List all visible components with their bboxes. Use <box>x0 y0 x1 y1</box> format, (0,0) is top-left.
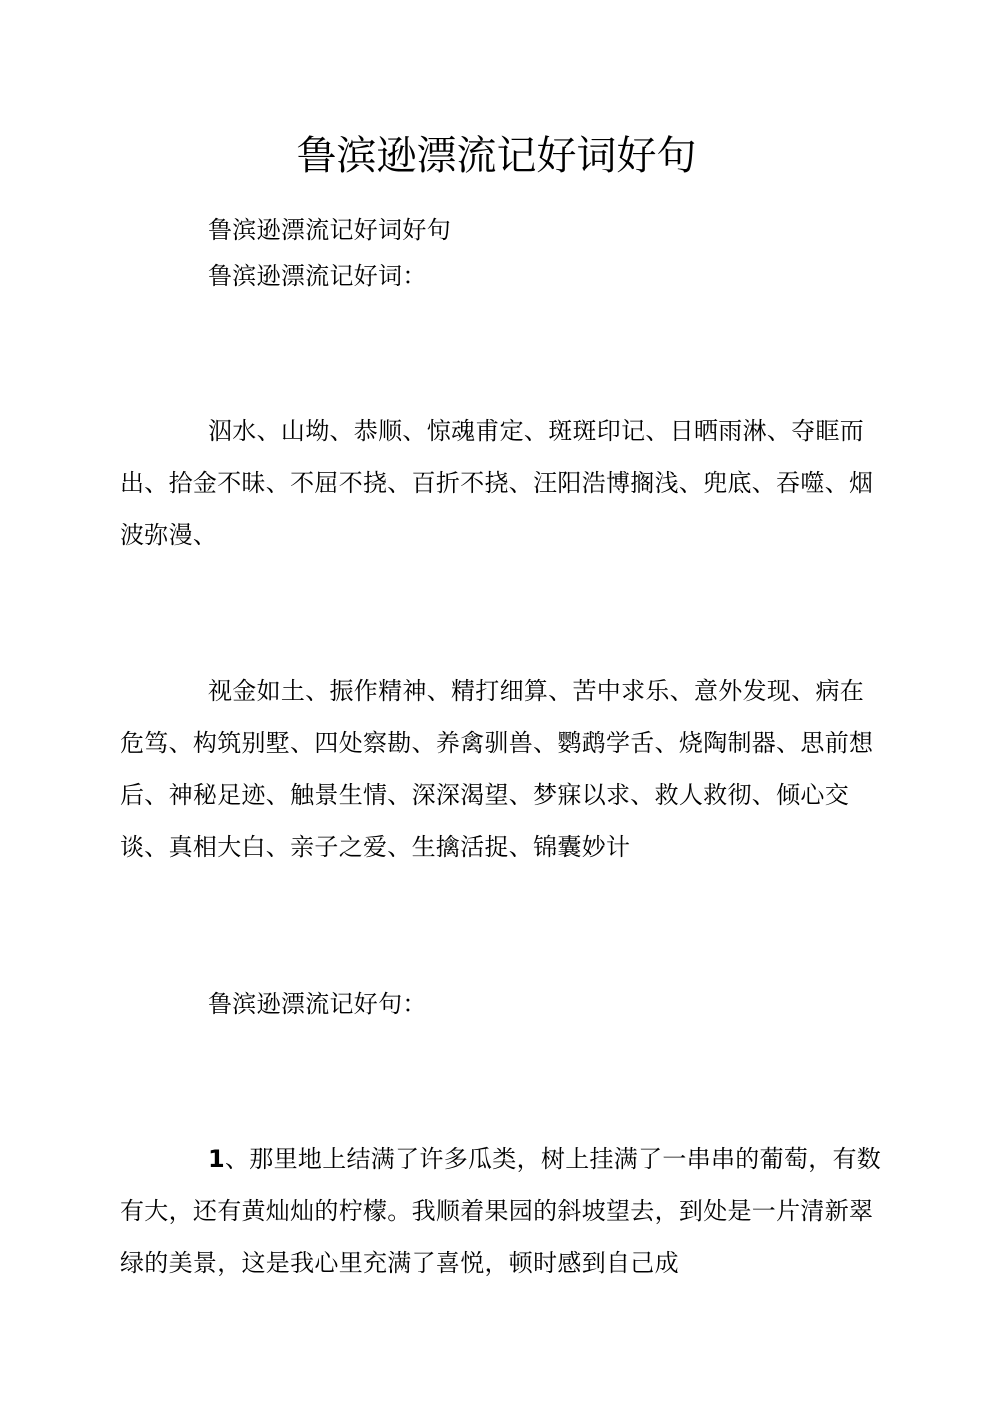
words-heading: 鲁滨逊漂流记好词： <box>208 262 427 290</box>
words-paragraph-1: 泅水、山坳、恭顺、惊魂甫定、斑斑印记、日晒雨淋、夺眶而出、拾金不昧、不屈不挠、百折不挠、汪阳浩博搁浅、兜底、吞噬、烟波弥漫、 <box>120 417 874 549</box>
sentences-heading: 鲁滨逊漂流记好句： <box>208 990 427 1018</box>
sentence-text: 、那里地上结满了许多瓜类，树上挂满了一串串的葡萄，有数有大，还有黄灿灿的柠檬。我顺着果园的斜坡望去，到处是一片清新翠绿的美景，这是我心里充满了喜悦，顿时感到自己成 <box>120 1145 882 1277</box>
document-title: 鲁滨逊漂流记好词好句 <box>296 133 697 179</box>
words-paragraph-2: 视金如土、振作精神、精打细算、苦中求乐、意外发现、病在危笃、构筑别墅、四处察勘、养禽驯兽、鹦鹉学舌、烧陶制器、思前想后、神秘足迹、触景生情、深深渴望、梦寐以求、救人救彻、倾心交谈、真相大白、亲子之爱、生擒活捉、锦囊妙计 <box>120 677 874 861</box>
sentence-number: 1 <box>208 1145 225 1173</box>
subtitle: 鲁滨逊漂流记好词好句 <box>208 216 451 244</box>
sentence-1 <box>120 1133 885 1289</box>
